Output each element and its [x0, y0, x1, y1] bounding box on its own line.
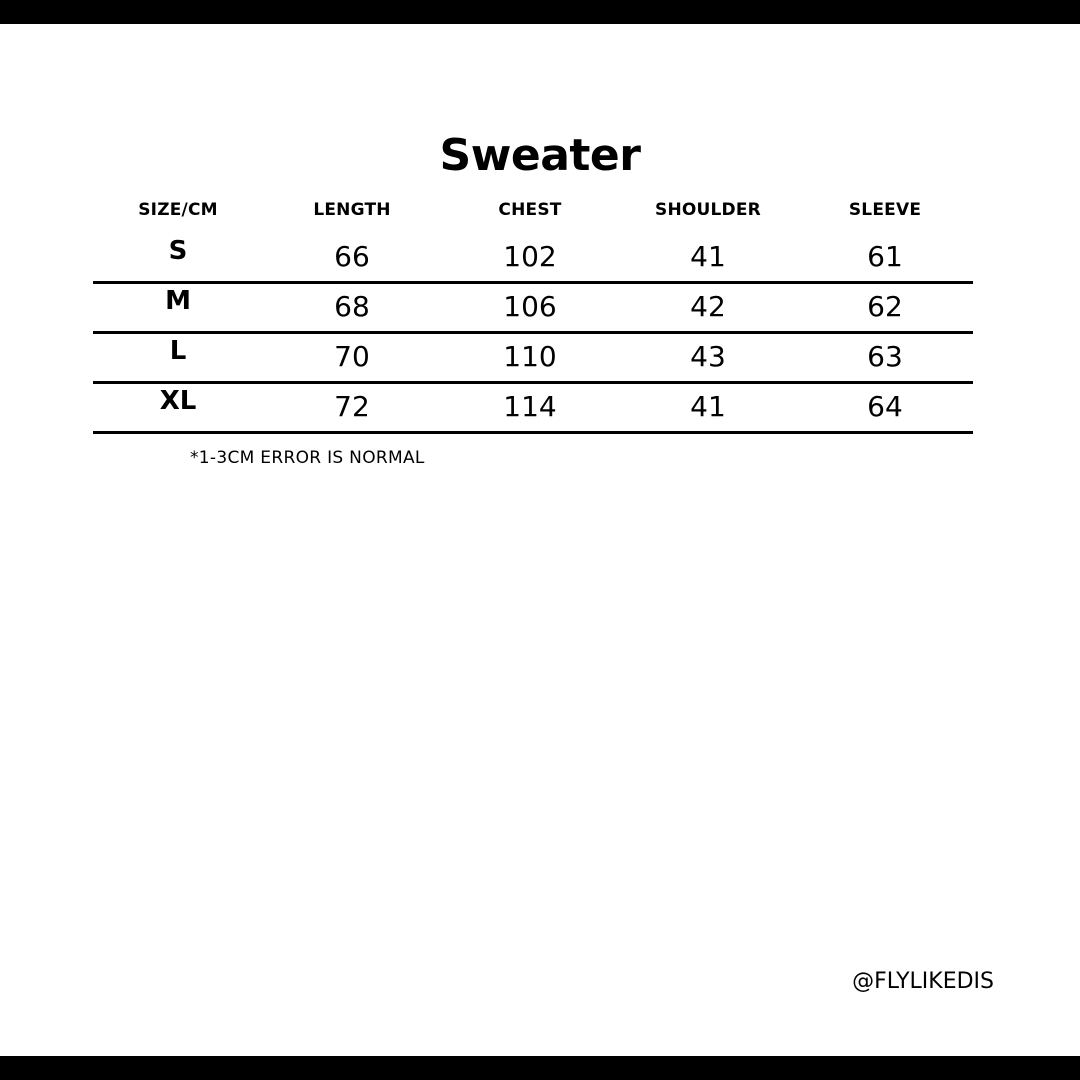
content-area: [0, 24, 1080, 1056]
cell-size: S: [93, 234, 263, 283]
cell-chest: 114: [441, 383, 619, 433]
cell-shoulder: 41: [619, 234, 797, 283]
social-handle-watermark: @FLYLIKEDIS: [852, 969, 994, 994]
cell-shoulder: 42: [619, 283, 797, 333]
column-header-shoulder: SHOULDER: [655, 200, 761, 220]
cell-shoulder: 43: [619, 333, 797, 383]
table-row: [93, 333, 973, 383]
cell-size: XL: [93, 383, 263, 433]
page-title: Sweater: [439, 130, 641, 181]
size-table-body: [93, 234, 973, 433]
column-header-size: SIZE/CM: [138, 200, 218, 220]
cell-size: L: [93, 333, 263, 383]
table-row: [93, 234, 973, 283]
size-table: [93, 200, 973, 434]
column-header-sleeve: SLEEVE: [848, 200, 922, 220]
cell-length: 66: [263, 234, 441, 283]
cell-shoulder: 41: [619, 383, 797, 433]
bottom-letterbox-bar: [0, 1056, 1080, 1080]
measurement-note: *1-3CM ERROR IS NORMAL: [190, 448, 425, 468]
table-header-row: [93, 200, 973, 234]
table-row: [93, 383, 973, 433]
cell-length: 72: [263, 383, 441, 433]
cell-chest: 102: [441, 234, 619, 283]
cell-length: 68: [263, 283, 441, 333]
cell-chest: 106: [441, 283, 619, 333]
cell-size: M: [93, 283, 263, 333]
cell-sleeve: 62: [797, 283, 973, 333]
cell-sleeve: 63: [797, 333, 973, 383]
table-row: [93, 283, 973, 333]
column-header-length: LENGTH: [313, 200, 391, 220]
top-letterbox-bar: [0, 0, 1080, 24]
size-table-container: [93, 200, 973, 434]
cell-chest: 110: [441, 333, 619, 383]
size-table-head: [93, 200, 973, 234]
cell-sleeve: 61: [797, 234, 973, 283]
cell-sleeve: 64: [797, 383, 973, 433]
cell-length: 70: [263, 333, 441, 383]
column-header-chest: CHEST: [498, 200, 562, 220]
